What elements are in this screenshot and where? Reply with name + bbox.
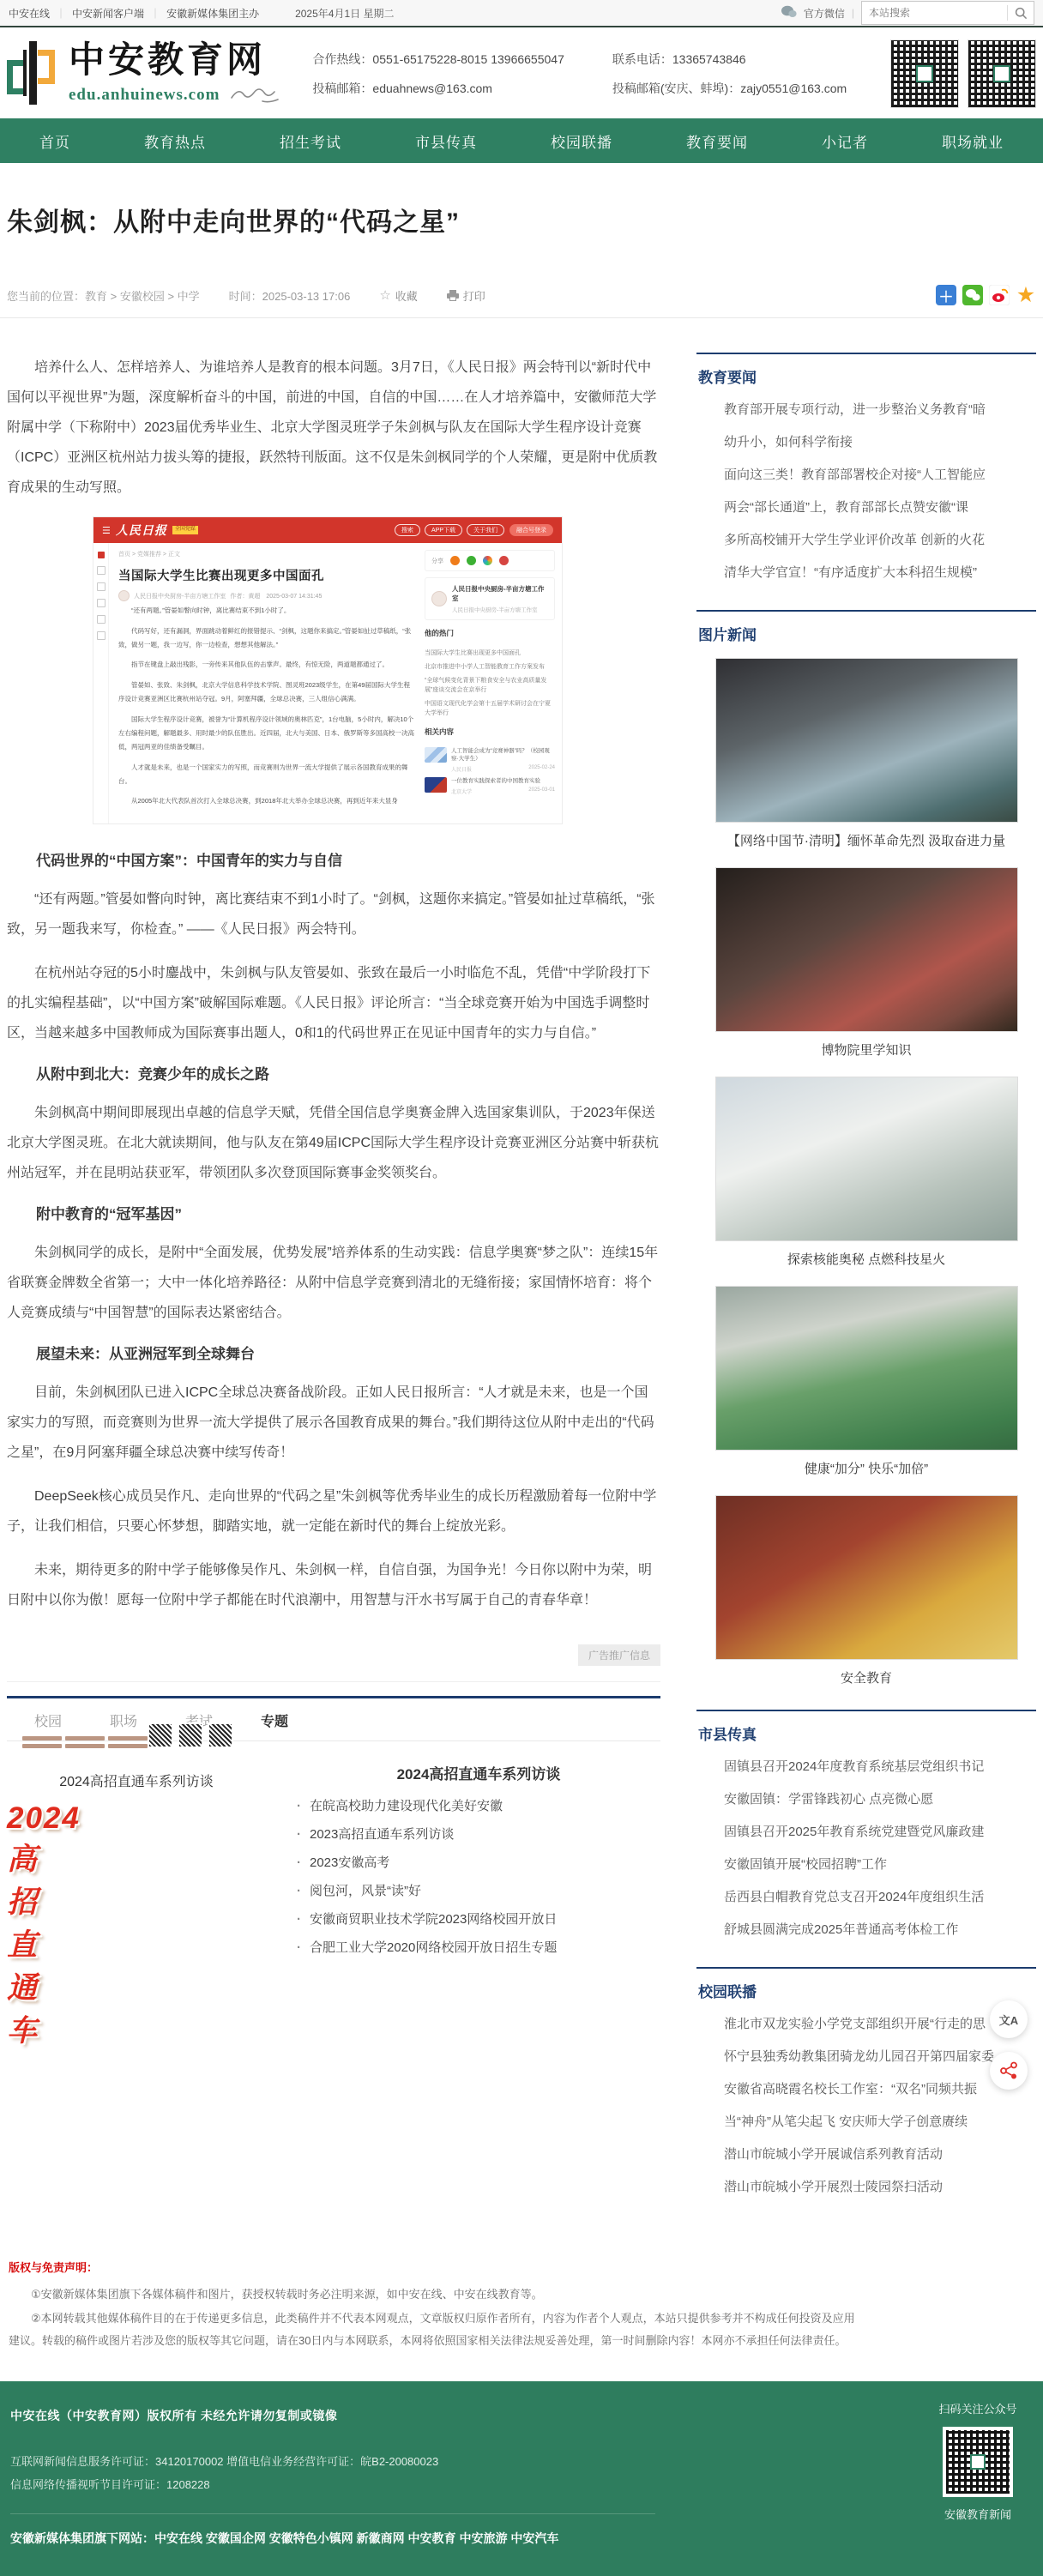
sidebar-section-title: 教育要闻 xyxy=(698,370,757,386)
article-block: 展望未来：从亚洲冠军到全球舞台 xyxy=(36,1346,255,1362)
sidebar-campus-item[interactable]: 潜山市皖城小学开展诚信系列教育活动 xyxy=(724,2147,944,2162)
photo-caption[interactable]: 【网络中国节·清明】缅怀革命先烈 汲取奋进力量 xyxy=(726,834,1006,848)
sidebar-city-item[interactable]: 固镇县召开2025年教育系统党建暨党风廉政建 xyxy=(724,1825,985,1839)
special-list-title[interactable]: 2024高招直通车系列访谈 xyxy=(396,1766,561,1783)
special-list xyxy=(297,1792,660,1962)
site-footer xyxy=(0,2381,1043,2576)
site-header xyxy=(0,27,1043,118)
embed-author-avatar xyxy=(118,590,130,601)
contact-phone: 联系电话：13365743846 xyxy=(612,52,746,66)
nav-item[interactable]: 职场就业 xyxy=(942,134,1004,151)
embed-paragraphs xyxy=(118,604,415,809)
photo-caption[interactable]: 博物院里学知识 xyxy=(821,1043,912,1058)
sidebar-photo-item[interactable] xyxy=(696,1077,1036,1270)
article-blocks xyxy=(7,848,660,1615)
sidebar-city-item[interactable]: 舒城县圆满完成2025年普通高考体检工作 xyxy=(724,1922,959,1937)
sidebar-campus-item[interactable]: 潜山市皖城小学开展烈士陵园祭扫活动 xyxy=(724,2180,944,2194)
bottom-tabs xyxy=(7,1698,660,1741)
sidebar-campus-item[interactable]: 安徽省高晓霞名校长工作室：“双名”同频共振 xyxy=(724,2082,977,2096)
topbar-link[interactable]: 安徽新媒体集团主办 xyxy=(166,7,260,20)
embed-related-thumb xyxy=(425,777,447,793)
tab[interactable]: 校园 xyxy=(34,1715,63,1729)
printer-icon xyxy=(447,290,459,301)
article-block: DeepSeek核心成员吴作凡、走向世界的“代码之星”朱剑枫等优秀毕业生的成长历程激励着每一位附中学子，让我们相信，只要心怀梦想，脚踏实地，就一定能在新时代的舞台上绽放光彩。 xyxy=(7,1489,657,1534)
nav-item[interactable]: 小记者 xyxy=(822,134,868,151)
wechat-icon xyxy=(781,5,797,21)
sidebar-campus-item[interactable]: 当“神舟”从笔尖起飞 安庆师大学子创意赓续 xyxy=(724,2114,968,2129)
breadcrumb-label: 您当前的位置： xyxy=(7,289,86,303)
disclaimer-title: 版权与免责声明： xyxy=(9,2261,99,2274)
banner-caption[interactable]: 2024高招直通车系列访谈 xyxy=(59,1775,214,1789)
article-block: 在杭州站夺冠的5小时鏖战中，朱剑枫与队友管晏如、张致在最后一小时临危不乱，凭借“中学阶段打下的扎实编程基础”，以“中国方案”破解国际难题。《人民日报》评论所言：“当全球竞赛开始为中国选手调整时区，当越来越多中国教师成为国际赛事出题人，0和1的代码世界正在见证中国青年的实力与自信。” xyxy=(7,966,651,1041)
sidebar-news-list xyxy=(696,394,1036,589)
logo-icon xyxy=(7,39,57,108)
disclaimer-paragraph: ②本网转载其他媒体稿件目的在于传递更多信息，此类稿件并不代表本网观点，文章版权归原作者所有，内容为作者个人观点，本站只提供参考并不构成任何投资及应用建议。转载的稿件或图片若涉及您的版权等其它问题，请在30日内与本网联系，本网将依照国家相关法律法规妥善处理，第一时间删除内容！本网亦不承担任何法律责任。 xyxy=(9,2312,855,2347)
footer-license-2: 信息网络传播视听节目许可证：1208228 xyxy=(10,2478,210,2491)
tab[interactable]: 职场 xyxy=(110,1715,138,1729)
article-block: 朱剑枫同学的成长，是附中“全面发展，优势发展”培养体系的生动实践：信息学奥赛“梦之队”：连续15年省联赛金牌数全省第一；大中一体化培养路径：从附中信息学竞赛到清北的无缝衔接；家国情怀培育：将个人竞赛成绩与“中国智慧”的国际表达紧密结合。 xyxy=(7,1246,659,1320)
sidebar-section-news xyxy=(696,353,1036,589)
search-button[interactable] xyxy=(1008,2,1034,24)
sidebar-city-item[interactable]: 安徽固镇：学雷锋践初心 点亮微心愿 xyxy=(724,1792,934,1807)
sidebar-section-campus xyxy=(696,1967,1036,2204)
translate-icon: 文A xyxy=(998,2013,1019,2027)
embed-login-button: 融合号登录 xyxy=(509,524,553,536)
nav-item[interactable]: 教育要闻 xyxy=(686,134,748,151)
share-nodes-icon xyxy=(999,2061,1018,2080)
embed-author-card-avatar xyxy=(431,591,447,606)
nav-item[interactable]: 教育热点 xyxy=(144,134,206,151)
embed-author-card: 人民日报中央厨房-半亩方塘工作室 人民日报中央厨房-半亩方塘工作室 xyxy=(425,577,555,620)
footer-license-1: 互联网新闻信息服务许可证：34120170002 增值电信业务经营许可证：皖B2-20080023 xyxy=(10,2455,439,2468)
sidebar-news-item[interactable]: 面向这三类！教育部部署校企对接“人工智能应 xyxy=(724,468,986,482)
current-date: 2025年4月1日 星期二 xyxy=(295,7,395,20)
embed-headline: 当国际大学生比赛出现更多中国面孔 xyxy=(118,570,324,583)
embed-related-item: 人工智能会成为“竞赛神器”吗？（校园观察·大学生） 人民日报 2025-02-24 xyxy=(425,747,555,774)
article-block: 代码世界的“中国方案”：中国青年的实力与自信 xyxy=(36,853,342,869)
search-input[interactable] xyxy=(862,7,1007,19)
sidebar-section-city xyxy=(696,1710,1036,1946)
embed-header-action: 关于我们 xyxy=(467,524,504,536)
article-block: 从附中到北大：竞赛少年的成长之路 xyxy=(36,1066,269,1083)
disclaimer-section xyxy=(7,2259,1036,2352)
sidebar-news-item[interactable]: 教育部开展专项行动，进一步整治义务教育“暗 xyxy=(724,402,986,417)
article-block: 朱剑枫高中期间即展现出卓越的信息学天赋，凭借全国信息学奥赛金牌入选国家集训队，于2023年保送北京大学图灵班。在北大就读期间，他与队友在第49届ICPC国际大学生程序设计竞赛亚洲区分站赛中斩获杭州站冠军，并在昆明站获亚军，带领团队多次登顶国际赛事金奖领奖台。 xyxy=(7,1106,660,1180)
embed-share-icon-3 xyxy=(483,556,492,565)
sidebar-news-item[interactable]: 幼升小，如何科学衔接 xyxy=(724,435,853,449)
menu-icon: ☰ xyxy=(102,525,111,536)
disclaimer-paragraph: ①安徽新媒体集团旗下各媒体稿件和图片，获授权转载时务必注明来源，如中安在线、中安在线教育等。 xyxy=(31,2288,543,2301)
sidebar-city-item[interactable]: 固镇县召开2024年度教育系统基层党组织书记 xyxy=(724,1759,985,1774)
sidebar-news-item[interactable]: 多所高校铺开大学生学业评价改革 创新的火花 xyxy=(724,533,986,547)
sidebar-news-item[interactable]: 两会“部长通道”上，教育部部长点赞安徽“课 xyxy=(724,500,968,515)
article-block: “还有两题。”管晏如瞥向时钟，离比赛结束不到1小时了。“剑枫，这题你来搞定。”管晏如扯过草稿纸，“张致，另一题我来写，你检查。” ——《人民日报》两会特刊。 xyxy=(7,892,655,937)
official-wechat-link[interactable]: 官方微信 xyxy=(803,7,845,20)
sidebar-city-list xyxy=(696,1751,1036,1946)
article-paragraph: 培养什么人、怎样培养人、为谁培养人是教育的根本问题。3月7日，《人民日报》两会特刊以“新时代中国何以平视世界”为题，深度解析奋斗的中国，前进的中国，自信的中国……在人才培养篇中，安徽师范大学附属中学（下称附中）2023届优秀毕业生、北京大学图灵班学子朱剑枫与队友在国际大学生程序设计竞赛（ICPC）亚洲区杭州站力拔头筹的捷报，跃然特刊版面。这不仅是朱剑枫同学的个人荣耀，更是附中优质教育成果的生动写照。 xyxy=(7,360,658,495)
news-photo[interactable] xyxy=(715,1077,1018,1241)
section-divider xyxy=(7,1681,660,1682)
footer-copyright: 中安在线（中安教育网）版权所有 未经允许请勿复制或镜像 xyxy=(10,2409,338,2422)
embed-paragraph: 管晏如、张致、朱剑枫，北京大学信息科学技术学院、图灵班2023级学生，在第49届国际大学生程序设计竞赛亚洲区比赛杭州站夺冠。9月，阿塞拜疆，全球总决赛，三人组信心满满。 xyxy=(118,681,411,703)
star-icon: ☆ xyxy=(379,288,391,303)
special-item[interactable]: · 2023安徽高考 xyxy=(297,1849,660,1877)
news-photo[interactable] xyxy=(715,867,1018,1032)
qr-code-subscribe xyxy=(968,39,1036,108)
embed-hot-list xyxy=(425,644,555,719)
footer-qr-caption: 安徽教育新闻 xyxy=(944,2508,1011,2521)
embed-masthead: 人民日报 xyxy=(115,525,167,538)
special-item[interactable]: · 2023高招直通车系列访谈 xyxy=(297,1820,660,1849)
topbar-links xyxy=(9,6,271,21)
embed-related-item: 一位教育实践探索者的中国教育实验 北京大学 2025-03-01 xyxy=(425,777,555,795)
sidebar-city-item[interactable]: 安徽固镇开展“校园招聘”工作 xyxy=(724,1857,887,1872)
embed-breadcrumb: 首页 > 党媒推荐 > 正文 xyxy=(118,552,180,558)
share-bar xyxy=(936,282,1036,307)
embed-side-rail xyxy=(93,543,109,823)
translate-button[interactable] xyxy=(990,2000,1028,2038)
topbar-link[interactable]: 中安新闻客户端 ｜ xyxy=(72,6,166,21)
article-block: 附中教育的“冠军基因” xyxy=(36,1206,182,1222)
sidebar-city-item[interactable]: 岳西县白帽教育党总支召开2024年度组织生活 xyxy=(724,1890,985,1904)
embed-hot-item: 北京市推进中小学人工智能教育工作方案发布 xyxy=(425,663,545,670)
publish-time: 时间：2025-03-13 17:06 xyxy=(228,289,351,303)
embed-paragraph: 指节在键盘上敲出残影，一旁传来其他队伍的击掌声。最终，有惊无险，两道题都通过了。 xyxy=(131,661,389,669)
sidebar-news-item[interactable]: 清华大学官宣！“有序适度扩大本科招生规模” xyxy=(724,565,977,580)
footer-divider xyxy=(10,2513,655,2514)
share-qzone-icon[interactable]: ★ xyxy=(1016,282,1036,307)
hotline: 合作热线：0551-65175228-8015 13966655047 xyxy=(312,52,564,66)
nav-item[interactable]: 市县传真 xyxy=(415,134,477,151)
embed-hot-item: 当国际大学生比赛出现更多中国面孔 xyxy=(425,649,521,656)
sidebar-photo-item[interactable] xyxy=(696,867,1036,1061)
topbar-link[interactable]: 中安在线 ｜ xyxy=(9,6,72,21)
collect-button[interactable]: ☆ 收藏 xyxy=(379,288,418,303)
embed-sidebar xyxy=(425,543,562,823)
embed-paragraph: 人才就是未来，也是一个国家实力的写照，而竞赛则为世界一流大学提供了展示各国教育成果的舞台。 xyxy=(118,763,408,785)
divider: | xyxy=(851,7,854,19)
article-body xyxy=(7,353,660,1972)
share-float-button[interactable] xyxy=(990,2052,1028,2090)
embed-share-icon-4 xyxy=(499,556,509,565)
embed-share-icon-2 xyxy=(467,556,476,565)
qr-code-wechat xyxy=(890,39,959,108)
ad-label: 广告推广信息 xyxy=(578,1644,660,1666)
embed-header-actions xyxy=(395,524,504,536)
print-button[interactable]: 打印 xyxy=(447,287,485,304)
embed-share-icon-1 xyxy=(450,556,460,565)
embed-byline: 人民日报中央厨房-半亩方塘工作室 作者：黄超 2025-03-07 14:31:45 xyxy=(118,590,415,601)
footer-qr-code xyxy=(943,2427,1013,2497)
special-item[interactable]: · 在皖高校助力建设现代化美好安徽 xyxy=(297,1792,660,1820)
embed-related-list xyxy=(425,743,555,795)
signature-flourish xyxy=(228,86,283,105)
sidebar-photo-list xyxy=(696,658,1036,1689)
site-name: 中安教育网 xyxy=(69,41,267,81)
sidebar-photo-item[interactable] xyxy=(696,1495,1036,1689)
sidebar-campus-list xyxy=(696,2008,1036,2204)
article-meta-row xyxy=(7,282,1036,307)
special-item[interactable]: · 合肥工业大学2020网络校园开放日招生专题 xyxy=(297,1934,660,1962)
footer-qr-label: 扫码关注公众号 xyxy=(938,2403,1017,2416)
embed-masthead-bar xyxy=(93,517,562,543)
embed-related-title: 相关内容 xyxy=(425,727,455,736)
sidebar-campus-item[interactable]: 淮北市双龙实验小学党支部组织开展“行走的思 xyxy=(724,2017,986,2031)
embed-header-action: 搜索 xyxy=(395,524,420,536)
embed-paragraph: 国际大学生程序设计竞赛，被誉为“计算机程序设计领域的奥林匹克”，1台电脑，5小时内，解决10个左右编程问题，解题最多、用时最少的队伍胜出。近四届，北大与美国、日本、俄罗斯等多国高校一决高低，两冠两亚的佳绩备受瞩目。 xyxy=(118,715,414,751)
news-photo[interactable] xyxy=(715,1286,1018,1451)
article-embedded-image xyxy=(93,516,563,824)
topbar xyxy=(0,0,1043,27)
meta-divider xyxy=(0,317,1043,318)
embed-paragraph: 从2005年北大代表队首次打入全球总决赛，到2018年北大举办全球总决赛，再到近年来大显身 xyxy=(131,797,398,805)
footer-sites: 安徽新媒体集团旗下网站：中安在线 安徽国企网 安徽特色小镇网 新徽商网 中安教育 中安旅游 中安汽车 xyxy=(10,2531,559,2545)
special-item[interactable]: · 安徽商贸职业技术学院2023网络校园开放日 xyxy=(297,1905,660,1934)
nav-item[interactable]: 首页 xyxy=(39,134,70,151)
share-more-icon[interactable]: ＋ xyxy=(936,285,956,305)
embed-header-action: APP下载 xyxy=(425,524,462,536)
article-block: 未来，期待更多的附中学子能够像吴作凡、朱剑枫一样，自信自强，为国争光！今日你以附中为荣，明日附中以你为傲！愿每一位附中学子都能在时代浪潮中，用智慧与汗水书写属于自己的青春华章！ xyxy=(7,1563,653,1608)
site-search xyxy=(861,1,1034,25)
breadcrumb[interactable]: 教育 > 安徽校园 > 中学 xyxy=(85,289,200,303)
site-url: edu.anhuinews.com xyxy=(69,86,283,105)
header-qr-codes xyxy=(890,39,1036,108)
article-block: 目前，朱剑枫团队已进入ICPC全球总决赛备战阶段。正如人民日报所言：“人才就是未来，也是一个国家实力的写照，而竞赛则为世界一流大学提供了展示各国教育成果的舞台。”我们期待这位从附中走出的“代码之星”，在9月阿塞拜疆全球总决赛中续写传奇！ xyxy=(7,1385,654,1460)
special-item[interactable]: · 阅包河，风景“读”好 xyxy=(297,1877,660,1905)
article-title: 朱剑枫：从附中走向世界的“代码之星” xyxy=(7,208,460,237)
embed-hot-item: “全球气候变化背景下粮食安全与农业高质量发展”座谈交流会在京举行 xyxy=(425,677,547,694)
embed-paragraph: “还有两题。”管晏如瞥向时钟，离比赛结束不到1小时了。 xyxy=(131,606,291,614)
sidebar-campus-item[interactable]: 怀宁县独秀幼教集团骑龙幼儿园召开第四届家委 xyxy=(724,2049,995,2064)
submit-email-anqing-bengbu: 投稿邮箱(安庆、蚌埠)：zajy0551@163.com xyxy=(612,81,847,95)
photo-caption[interactable]: 探索核能奥秘 点燃科技星火 xyxy=(787,1252,946,1267)
tab[interactable]: 专题 xyxy=(261,1715,289,1729)
share-wechat-icon[interactable] xyxy=(962,285,983,305)
photo-caption[interactable]: 健康“加分” 快乐“加倍” xyxy=(804,1462,929,1476)
photo-caption[interactable]: 安全教育 xyxy=(840,1671,892,1686)
page-content xyxy=(0,201,1043,2352)
sidebar-photo-item[interactable] xyxy=(696,658,1036,852)
share-weibo-icon[interactable] xyxy=(989,285,1010,305)
news-photo[interactable] xyxy=(715,1495,1018,1660)
embed-masthead-badge: 全国党媒 xyxy=(172,526,198,534)
embed-related-thumb xyxy=(425,747,447,763)
nav-item[interactable]: 校园联播 xyxy=(551,134,612,151)
news-photo[interactable] xyxy=(715,658,1018,823)
embed-share-row: 分享 xyxy=(425,550,555,571)
embed-paragraph: 代码写好，还有漏洞，界面跳动着鲜红的报错提示、“剑枫，这题你来搞定。”管晏如扯过草稿纸，“张致，做另一题，我一边写，你一边检查，想想其他解法。” xyxy=(118,626,412,649)
embed-hot-title: 他的热门 xyxy=(425,628,455,637)
sidebar-photo-item[interactable] xyxy=(696,1286,1036,1480)
main-nav xyxy=(0,118,1043,163)
nav-item[interactable]: 招生考试 xyxy=(280,134,341,151)
embed-hot-item: 中国语文现代化学会第十五届学术研讨会在宁夏大学举行 xyxy=(425,701,551,717)
sidebar xyxy=(696,353,1036,2224)
sidebar-section-title: 市县传真 xyxy=(698,1727,757,1743)
special-section xyxy=(7,1759,660,1972)
sidebar-section-title: 校园联播 xyxy=(698,1984,757,2000)
submit-email: 投稿邮箱：eduahnews@163.com xyxy=(312,81,492,95)
sidebar-section-photos xyxy=(696,610,1036,1689)
sidebar-section-title: 图片新闻 xyxy=(698,627,757,643)
site-logo[interactable] xyxy=(7,39,283,108)
